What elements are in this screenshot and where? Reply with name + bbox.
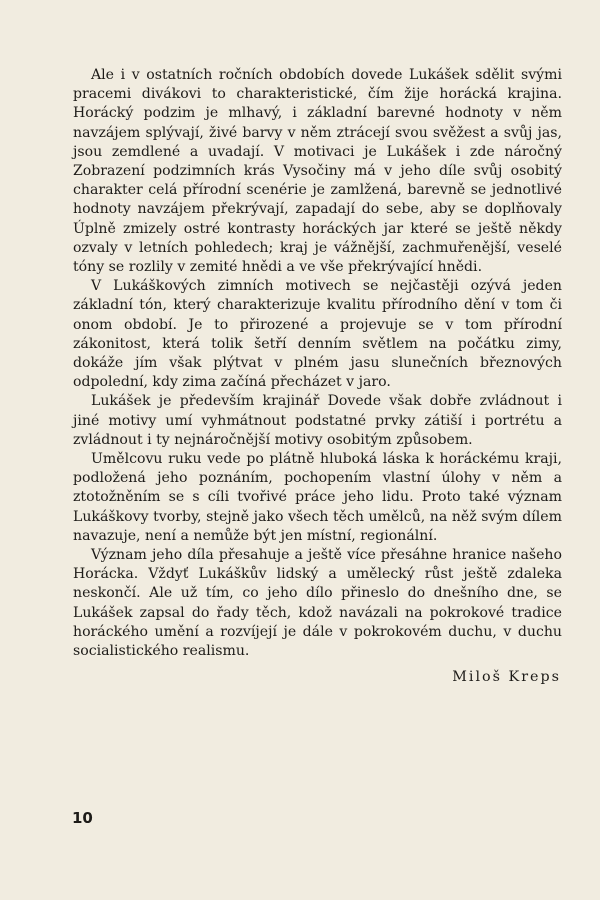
paragraph-genres: Lukášek je především krajinář Dovede však dobře zvládnout i jiné motivy umí vyhmátnout podstatné prvky zátiší i portrétu a zvládnout i ty nejnáročnější motivy osobitým způsobem. <box>73 393 562 448</box>
paragraph-autumn: Ale i v ostatních ročních obdobích dovede Lukášek sdělit svými pracemi divákovi to charakteristické, čím žije horácká krajina. Horácký podzim je mlhavý, i základní barevné hodnoty v něm navzájem splývají, živé barvy v něm ztrácejí svou svěžest a svůj jas, jsou zemdlené a uvadají. V motivaci je Lukášek i zde náročný Zobrazení podzimních krás Vysočiny má v jeho díle svůj osobitý charakter celá přírodní scenérie je zamlžená, barevně se jednotlivé hodnoty navzájem překrývají, zapadají do sebe, aby se doplňovaly Úplně zmizely ostré kontrasty horáckých jar které se ještě někdy ozvaly v letních pohledech; kraj je vážnější, zachmuřenější, veselé tóny se rozlily v zemité hnědi a ve vše překrývající hnědi. <box>73 67 562 276</box>
paragraph-significance: Význam jeho díla přesahuje a ještě více přesáhne hranice našeho Horácka. Vždyť Lukáškův lidský a umělecký růst ještě zdaleka neskončí. Ale už tím, co jeho dílo přineslo do dnešního dne, se Lukášek zapsal do řady těch, kdož navázali na pokrokové tradice horáckého umění a rozvíjejí je dále v pokrokovém duchu, v duchu socialistického realismu. <box>73 547 562 660</box>
author-signature: Miloš Kreps <box>452 669 561 686</box>
page-number: 10 <box>72 809 93 827</box>
paragraph-love-of-region: Umělcovu ruku vede po plátně hluboká láska k horáckému kraji, podložená jeho poznáním, pochopením vlastní úlohy v něm a ztotožněním se s cíli tvořivé práce jeho lidu. Proto také význam Lukáškovy tvorby, stejně jako všech těch umělců, na něž svým dílem navazuje, není a nemůže být jen místní, regionální. <box>73 451 562 544</box>
article-body <box>73 66 562 685</box>
paragraph-winter: V Lukáškových zimních motivech se nejčastěji ozývá jeden základní tón, který charakterizuje kvalitu přírodního dění v tom či onom období. Je to přirozené a projevuje se v tom přírodní zákonitost, která tolik šetří denním světlem na počátku zimy, dokáže jím však plýtvat v plném jasu slunečních březnových odpolední, kdy zima začíná přecházet v jaro. <box>73 278 562 391</box>
